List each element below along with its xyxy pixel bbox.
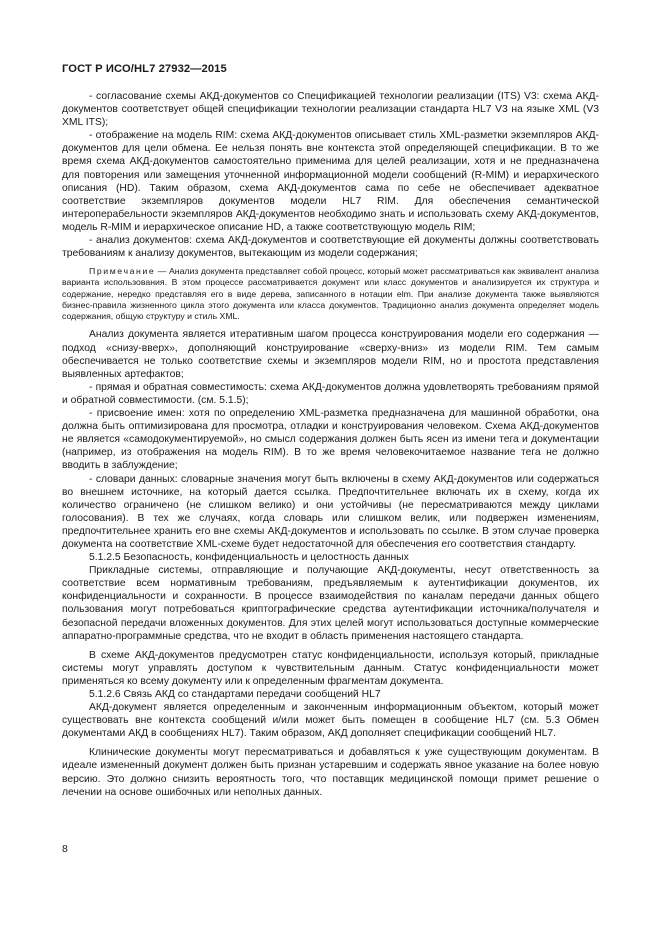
note-text: — Анализ документа представляет собой процесс, который может рассматриваться как эквивалент анализа варианта использования. В этом процессе рассматривается документ или класс документов и анализируется их структура и содержание, нередко представляя его в виде дерева, записанного в нотации elm. При анализе документа также выявляются бизнес-правила жизненного цикла этого документа или класса документов. Традиционно анализ документа определяет модель содержания, общую структуру и стиль XML. [62, 266, 599, 322]
note-label: Примечание [89, 266, 156, 277]
section-heading-hl7: 5.1.2.6 Связь АКД со стандартами передачи сообщений HL7 [89, 689, 381, 700]
paragraph-document-analysis: - анализ документов: схема АКД-документов и соответствующие ей документы должны соответствовать требованиям к анализу документов, вытекающим из модели содержания; [62, 235, 599, 260]
paragraph-naming: - присвоение имен: хотя по определению XML-разметка предназначена для машинной обработки, она должна быть оптимизирована для просмотра, отладки и конструирования человеком. Схема АКД-документов не является «самодокументируемой», но смысл содержания должен быть ясен из имени тега и документации (например, из отображения на модель RIM). В то же время человекочитаемое название тега не должно вводить в заблуждение; [62, 408, 599, 472]
paragraph-confidentiality: В схеме АКД-документов предусмотрен статус конфиденциальности, используя который, прикладные системы могут управлять доступом к чувствительным данным. Статус конфиденциальности может применяться ко всему документу или к определенным фрагментам документа. [62, 649, 599, 687]
paragraph-its: - согласование схемы АКД-документов со Спецификацией технологии реализации (ITS) V3: схема АКД-документов соответствует общей спецификации технологии реализации стандарта HL7 V3 на языке XML (V3 XML ITS); [62, 91, 599, 129]
section-heading-security: 5.1.2.5 Безопасность, конфиденциальность и целостность данных [89, 552, 409, 564]
page-header: ГОСТ Р ИСО/HL7 27932—2015 [62, 63, 227, 75]
page-number: 8 [62, 843, 68, 855]
paragraph-rim-mapping: - отображение на модель RIM: схема АКД-документов описывает стиль XML-разметки экземпляров АКД-документов для цели обмена. Ее нельзя понять вне контекста этой определяющей спецификации. В то же время схема АКД-документов самостоятельно применима для целей реализации, хотя и не предназначена для повторения или замещения уточненной информационной модели сообщений (R-MIM) и иерархического описания (HD). Таким образом, схема АКД-документов сама по себе не обеспечивает адекватное соответствие экземпляров документов модели HL7 RIM. Для обеспечения семантической интероперабельности экземпляров АКД-документов необходимо знать и использовать схему АКД-документов, модель R-MIM и иерархическое описание HD, а также соответствующую модель RIM; [62, 130, 599, 233]
paragraph-iterative: Анализ документа является итеративным шагом процесса конструирования модели его содержания — подход «снизу-вверх», дополняющий конструирование «сверху-вниз» из модели RIM. Тем самым обеспечивается не только соответствие схемы и экземпляров модели RIM, но и простота представления выявленных артефактов; [62, 329, 599, 380]
note-paragraph [62, 266, 599, 322]
paragraph-revision: Клинические документы могут пересматриваться и добавляться к уже существующим документам. В идеале измененный документ должен быть признан устаревшим и содержать явное указание на более новую версию. Это должно снизить вероятность того, что поставщик медицинской помощи примет решение о лечении на основе ошибочных или неполных данных. [62, 747, 599, 798]
page-body [62, 90, 599, 799]
paragraph-hl7-messaging: АКД-документ является определенным и законченным информационным объектом, который может существовать вне контекста сообщений и/или может быть помещен в сообщение HL7 (см. 5.3 Обмен документами АКД в сообщениях HL7). Таким образом, АКД дополняет спецификации сообщений HL7. [62, 702, 599, 740]
paragraph-compatibility: - прямая и обратная совместимость: схема АКД-документов должна удовлетворять требованиям прямой и обратной совместимости. (см. 5.1.5); [62, 381, 599, 406]
paragraph-security: Прикладные системы, отправляющие и получающие АКД-документы, несут ответственность за соответствие всем нормативным требованиям, предъявляемым к аутентификации документов, их конфиденциальности и сохранности. В процессе взаимодействия по каналам передачи данных общего пользования могут потребоваться криптографические средства аутентификации источника/получателя и безопасной передачи вложенных документов. Для этих целей могут использоваться доступные коммерческие аппаратно-программные средства, что не входит в область применения настоящего стандарта. [62, 565, 599, 642]
paragraph-data-dictionaries: - словари данных: словарные значения могут быть включены в схему АКД-документов или содержаться во внешнем источнике, на который дается ссылка. Предпочтительнее включать их в схему, когда их количество ограничено (не слишком велико) и они устойчивы (не пересматриваются между циклами голосования). В тех же случаях, когда словарь или слишком велик, или подвержен изменениям, предпочтительнее хранить его вне схемы АКД-документов и использовать по ссылке. В этом случае проверка документа на соответствие XML-схеме будет недостаточной для обеспечения его соответствия стандарту. [62, 473, 599, 550]
